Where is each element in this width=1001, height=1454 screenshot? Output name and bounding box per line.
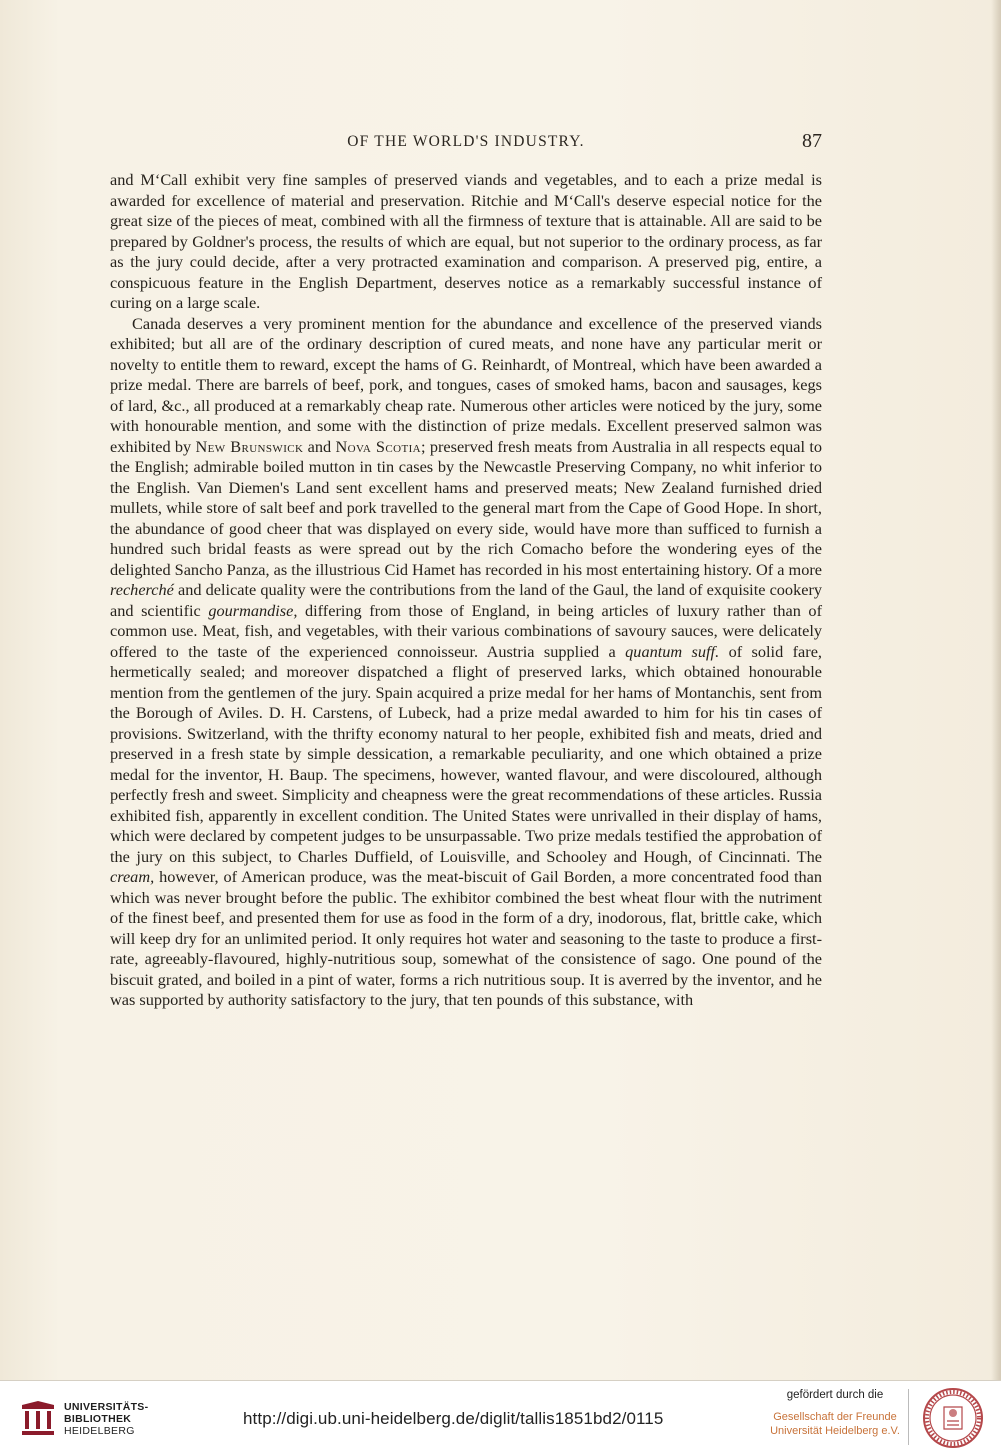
italic-term: cream,: [110, 867, 155, 886]
viewer-footer: [0, 1380, 1001, 1454]
library-name-line: BIBLIOTHEK: [64, 1413, 132, 1425]
text-run: differing from those of England, in being articles of luxury rather than of common use. Meat, fish, and vegetables, with their various combinations of savoury sauces, were delicately offered to the taste of the experienced connoisseur. Austria supplied a: [110, 600, 822, 661]
text-run: and: [307, 436, 332, 456]
text-run: ; preserved fresh meats from Australia in all respects equal to the English; admirable boiled mutton in tin cases by the Newcastle Preserving Company, no whit inferior to the English. Van Diemen's Land sent excellent hams and preserved meats; New Zealand furnished dried mullets, while store of salt beef and pork travelled to the general mart from the Cape of Good Hope. In short, the abundance of good cheer that was displayed on every side, would have more than sufficed to furnish a hundred such bridal feasts as were spread out by the rich Comacho before the wondering eyes of the delighted Sancho Panza, as the illustrious Cid Hamet has recorded in his most entertaining history. Of a more: [110, 436, 822, 579]
italic-term: gourmandise,: [208, 600, 298, 620]
italic-term: quantum suff.: [625, 641, 720, 661]
library-name-line: HEIDELBERG: [64, 1425, 135, 1437]
text-run: and delicate quality were the contributions from the land of the Gaul, the land of exquisite cookery and scientific: [110, 580, 823, 620]
small-caps-name: Nova Scotia: [335, 436, 421, 456]
text-run: however, of American produce, was the meat-biscuit of Gail Borden, a more concentrated food than which was never brought before the public. The exhibitor combined the best wheat flour with the nutriment of the finest beef, and presented them for use as food in the form of a dry, inodorous, flat, brittle cake, which will keep dry for an unlimited period. It only requires hot water and seasoning to the taste to produce a first-rate, agreeably-flavoured, highly-nutritious soup, somewhat of the consistence of sago. One pound of the biscuit grated, and boiled in a pint of water, forms a rich nutritious soup. It is averred by the inventor, and he was supported by authority satisfactory to the jury, that ten pounds of this substance, with: [110, 867, 822, 1009]
text-run: Canada deserves a very prominent mention for the abundance and excellence of the preserved viands exhibited; but all are of the ordinary description of cured meats, and none have any particular merit or novelty to entitle them to reward, except the hams of G. Reinhardt, of Montreal, which have been awarded a prize medal. There are barrels of beef, pork, and tongues, cases of smoked hams, bacon and sausages, kegs of lard, &c., all produced at a remarkably cheap rate. Numerous other articles were noticed by the jury, some with honourable mention, and some with the distinction of prize medals. Excellent preserved salmon was exhibited by: [110, 313, 822, 456]
university-seal-icon: [922, 1387, 984, 1449]
library-logo-icon: [18, 1399, 58, 1439]
paragraph-1: and M‘Call exhibit very fine samples of preserved viands and vegetables, and to each a prize medal is awarded for excellence of material and preservation. Ritchie and M‘Call's deserve especial notice for the great size of the pieces of meat, combined with all the firmness of texture that is attainable. All are said to be prepared by Goldner's process, the results of which are equal, but not superior to the ordinary process, as far as the jury could decide, after a very protracted examination and comparison. A preserved pig, entire, a conspicuous feature in the English Department, deserves notice as a remarkably successful instance of curing on a large scale.: [110, 170, 822, 312]
italic-term: recherché: [110, 580, 174, 599]
footer-divider: [908, 1389, 909, 1445]
permalink-url[interactable]: http://digi.ub.uni-heidelberg.de/diglit/tallis1851bd2/0115: [243, 1409, 664, 1428]
library-name: [64, 1401, 148, 1437]
page-edge-shadow: [991, 0, 1001, 1380]
sponsor-name-line: Gesellschaft der Freunde: [773, 1411, 897, 1423]
page-number: 87: [802, 130, 822, 152]
running-head: [110, 130, 822, 152]
paragraph-2: [110, 314, 822, 1011]
running-title: OF THE WORLD'S INDUSTRY.: [347, 133, 585, 150]
text-run: of solid fare, hermetically sealed; and moreover dispatched a flight of preserved larks, which obtained honourable mention from the gentlemen of the jury. Spain acquired a prize medal for her hams of Montanchis, sent from the Borough of Aviles. D. H. Carstens, of Lubeck, had a prize medal awarded to him for his tin cases of provisions. Switzerland, with the thrifty economy natural to her people, exhibited fish and meats, dried and preserved in a fresh state by simple dessication, a remarkable peculiarity, and one which obtained a prize medal for the inventor, H. Baup. The specimens, however, wanted flavour, and were discoloured, although perfectly fresh and sweet. Simplicity and cheapness were the great recommendations of these articles. Russia exhibited fish, apparently in excellent condition. The United States were unrivalled in their display of hams, which were declared by competent judges to be unsurpassable. Two prize medals testified the approbation of the jury on this subject, to Charles Duffield, of Louisville, and Schooley and Hough, of Cincinnati. The: [110, 641, 823, 866]
sponsor-block: [770, 1389, 900, 1438]
sponsor-prefix: gefördert durch die: [786, 1389, 884, 1401]
body-text: [110, 170, 822, 1011]
sponsor-name-line: Universität Heidelberg e.V.: [770, 1425, 900, 1437]
library-name-line: UNIVERSITÄTS-: [64, 1401, 149, 1413]
small-caps-name: New Brunswick: [195, 436, 304, 456]
